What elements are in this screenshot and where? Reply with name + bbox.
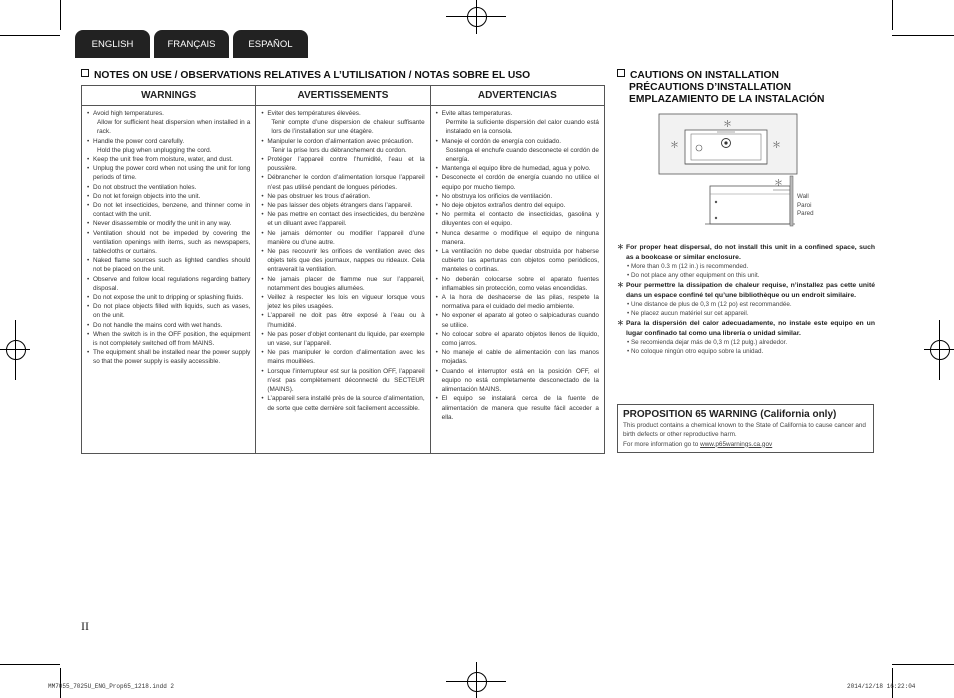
crop-mark: [892, 664, 954, 665]
warning-item: • Nunca desarme o modifique el equipo de ninguna manera.: [436, 229, 599, 247]
warning-item: • L’appareil sera installé près de la source d’alimentation, de sorte que cette dernière soit facilement accessible.: [261, 394, 424, 412]
checkbox-icon: [617, 69, 625, 77]
warning-item: • No obstruya los orificios de ventilación.: [436, 192, 599, 201]
warning-item: • Handle the power cord carefully.: [87, 137, 250, 146]
installation-notes: [617, 243, 875, 357]
registration-mark: [467, 7, 487, 27]
warning-item: • Eviter des températures élevées.: [261, 109, 424, 118]
warning-item: • No deberán colocarse sobre el aparato fuentes inflamables sin protección, como velas encendidas.: [436, 275, 599, 293]
warning-item: • Ne pas obstruer les trous d’aération.: [261, 192, 424, 201]
warning-item: • No maneje el cable de alimentación con las manos mojadas.: [436, 348, 599, 366]
note-bullet-text: Do not place any other equipment on this unit.: [630, 272, 760, 279]
bullet-icon: •: [627, 348, 631, 355]
prop65-title: PROPOSITION 65 WARNING (California only): [623, 409, 837, 420]
clearance-star: ＊: [723, 119, 733, 129]
header-warnings: WARNINGS: [141, 90, 197, 101]
warning-item: • Veillez à respecter les lois en vigueur lorsque vous jetez les piles usagées.: [261, 293, 424, 311]
wall-label-fr: Paroi: [797, 201, 812, 209]
warning-item: • Ne pas manipuler le cordon d’alimentation avec les mains mouillées.: [261, 348, 424, 366]
warning-item: • Do not let foreign objects into the unit.: [87, 192, 250, 201]
prop65-body: This product contains a chemical known to the State of California to cause cancer and birth defects or other reproductive harm.: [623, 422, 866, 439]
warning-item: • Ne jamais démonter ou modifier l’appareil d’une manière ou d’une autre.: [261, 229, 424, 247]
installation-note: [617, 319, 875, 356]
warning-item: • Ne pas poser d’objet contenant du liquide, par exemple un vase, sur l’appareil.: [261, 330, 424, 348]
date-slug: 2014/12/18 16:22:04: [847, 683, 916, 690]
warning-item: Tenir la prise lors du débranchement du cordon.: [271, 146, 407, 154]
warning-item: Allow for sufficient heat dispersion when installed in a rack.: [97, 119, 251, 136]
note-text: For proper heat dispersal, do not install this unit in a confined space, such as a bookcase or similar enclosure.: [626, 244, 875, 261]
bullet-icon: •: [627, 263, 631, 270]
warning-item: • Débrancher le cordon d’alimentation lorsque l’appareil n’est pas utilisé pendant de longues périodes.: [261, 173, 424, 191]
registration-mark: [467, 672, 487, 692]
warning-item: • The equipment shall be installed near the power supply so that the power supply is easily accessible.: [87, 348, 250, 366]
column-english: [82, 106, 255, 454]
note-bullet: [617, 347, 875, 356]
crop-mark: [0, 664, 60, 665]
warning-item: • Cuando el interruptor está en la posición OFF, el equipo no está completamente desconectado de la alimentación MAINS.: [436, 367, 599, 395]
bullet-icon: •: [627, 272, 631, 279]
file-slug: MM7055_7025U_ENG_Prop65_1218.indd 2: [48, 683, 175, 690]
warning-item: • Never disassemble or modify the unit in any way.: [87, 219, 250, 228]
warning-item: Sostenga el enchufe cuando desconecte el cordón de energía.: [445, 146, 599, 164]
warning-item: • Evite altas temperaturas.: [436, 109, 599, 118]
cautions-title-en: CAUTIONS ON INSTALLATION: [630, 70, 779, 81]
warning-item: • Do not let insecticides, benzene, and thinner come in contact with the unit.: [87, 201, 250, 219]
installation-note: [617, 281, 875, 318]
warning-item: • When the switch is in the OFF position, the equipment is not completely switched off from MAINS.: [87, 330, 250, 348]
clearance-star: ＊: [670, 140, 680, 150]
note-star: ＊: [617, 282, 624, 289]
warnings-list-english: [87, 109, 250, 367]
cautions-title-es: EMPLAZAMIENTO DE LA INSTALACIÓN: [629, 94, 825, 105]
bullet-icon: •: [627, 339, 631, 346]
crop-mark: [0, 35, 60, 36]
column-spanish: [430, 106, 604, 454]
crop-mark: [60, 0, 61, 30]
installation-note: [617, 243, 875, 280]
note-bullet: [617, 271, 875, 280]
tab-english[interactable]: ENGLISH: [75, 30, 150, 58]
warning-item: • Naked flame sources such as lighted candles should not be placed on the unit.: [87, 256, 250, 274]
registration-mark: [930, 340, 950, 360]
prop65-link-prefix: For more information go to: [623, 440, 701, 448]
header-avertissements: AVERTISSEMENTS: [255, 86, 429, 105]
warning-item: • Keep the unit free from moisture, water, and dust.: [87, 155, 250, 164]
bullet-icon: •: [627, 310, 631, 317]
clearance-star: ＊: [774, 178, 784, 188]
notes-on-use-title: NOTES ON USE / OBSERVATIONS RELATIVES A L’UTILISATION / NOTAS SOBRE EL USO: [94, 70, 531, 81]
tab-espanol[interactable]: ESPAÑOL: [233, 30, 308, 58]
warning-item: • Ne pas laisser des objets étrangers dans l’appareil.: [261, 201, 424, 210]
wall-labels: [797, 193, 814, 219]
clearance-star: ＊: [772, 140, 782, 150]
page-number: II: [81, 619, 89, 633]
note-bullet: [617, 300, 875, 309]
warning-item: • El equipo se instalará cerca de la fuente de alimentación de manera que resulte fácil acceder a ella.: [436, 394, 599, 422]
tab-francais[interactable]: FRANÇAIS: [154, 30, 229, 58]
note-bullet-text: More than 0.3 m (12 in.) is recommended.: [630, 263, 749, 270]
checkbox-icon: [81, 69, 89, 77]
note-bullet-text: Une distance de plus de 0,3 m (12 po) est recommandée.: [630, 301, 792, 308]
note-bullet: [617, 262, 875, 271]
warning-item: • A la hora de deshacerse de las pilas, respete la normativa para el cuidado del medio ambiente.: [436, 293, 599, 311]
warnings-table: [81, 85, 605, 454]
warning-item: • No permita el contacto de insecticidas, gasolina y diluyentes con el equipo.: [436, 210, 599, 228]
crop-mark: [892, 35, 954, 36]
warning-item: • Lorsque l’interrupteur est sur la position OFF, l’appareil n’est pas complètement déconnecté du SECTEUR (MAINS).: [261, 367, 424, 395]
prop65-warning-box: [617, 404, 874, 453]
warning-item: • Ne pas recouvrir les orifices de ventilation avec des objets tels que des journaux, nappes ou rideaux. Cela entraverait la ventilation.: [261, 247, 424, 275]
warning-item: • Do not handle the mains cord with wet hands.: [87, 321, 250, 330]
crop-mark: [892, 0, 893, 30]
note-bullet: [617, 309, 875, 318]
warning-item: • Observe and follow local regulations regarding battery disposal.: [87, 275, 250, 293]
warning-item: • Avoid high temperatures.: [87, 109, 250, 118]
note-bullet: [617, 338, 875, 347]
note-bullet-text: Ne placez aucun matériel sur cet appareil.: [630, 310, 749, 317]
warning-item: • No colocar sobre el aparato objetos llenos de líquido, como jarros.: [436, 330, 599, 348]
warnings-list-spanish: [436, 109, 599, 422]
cautions-title-fr: PRÉCAUTIONS D’INSTALLATION: [629, 82, 792, 93]
warning-item: • Maneje el cordón de energía con cuidado.: [436, 137, 599, 146]
warning-item: • Desconecte el cordón de energía cuando no utilice el equipo por mucho tiempo.: [436, 173, 599, 191]
registration-mark: [6, 340, 26, 360]
note-bullet-text: No coloque ningún otro equipo sobre la unidad.: [630, 348, 764, 355]
note-bullet-text: Se recomienda dejar más de 0,3 m (12 pulg.) alrededor.: [630, 339, 788, 346]
warning-item: • La ventilación no debe quedar obstruida por haberse cubierto las aperturas con objetos como periódicos, manteles o cortinas.: [436, 247, 599, 275]
wall-label-es: Pared: [797, 210, 814, 217]
warning-item: • No exponer el aparato al goteo o salpicaduras cuando se utilice.: [436, 311, 599, 329]
warning-item: Hold the plug when unplugging the cord.: [97, 146, 212, 154]
warning-item: • Mantenga el equipo libre de humedad, agua y polvo.: [436, 164, 599, 173]
header-advertencias: ADVERTENCIAS: [430, 86, 604, 105]
notes-on-use-heading: [81, 69, 611, 82]
warnings-list-french: [261, 109, 424, 413]
warning-item: • Manipuler le cordon d’alimentation avec précaution.: [261, 137, 424, 146]
cautions-heading: [617, 69, 877, 106]
note-star: ＊: [617, 320, 624, 327]
column-french: [255, 106, 429, 454]
warning-item: • L’appareil ne doit pas être exposé à l’eau ou à l’humidité.: [261, 311, 424, 329]
warning-item: • Ventilation should not be impeded by covering the ventilation openings with items, such as newspapers, tablecloths or curtains.: [87, 229, 250, 257]
wall-label-en: Wall: [797, 193, 809, 200]
warning-item: • Protéger l’appareil contre l’humidité, l’eau et la poussière.: [261, 155, 424, 173]
note-text: Pour permettre la dissipation de chaleur requise, n’installez pas cette unité dans un espace confiné tel qu’une bibliothèque ou un endroit similaire.: [626, 282, 875, 299]
warning-item: • Do not obstruct the ventilation holes.: [87, 183, 250, 192]
warning-item: Tenir compte d’une dispersion de chaleur suffisante lors de l’installation sur une étagère.: [271, 119, 425, 136]
warning-item: • Do not place objects filled with liquids, such as vases, on the unit.: [87, 302, 250, 320]
warnings-table-header: [82, 86, 604, 106]
warning-item: • Do not expose the unit to dripping or splashing fluids.: [87, 293, 250, 302]
warning-item: • No deje objetos extraños dentro del equipo.: [436, 201, 599, 210]
note-star: ＊: [617, 244, 624, 251]
warning-item: • Unplug the power cord when not using the unit for long periods of time.: [87, 164, 250, 182]
warning-item: • Ne jamais placer de flamme nue sur l’appareil, notamment des bougies allumées.: [261, 275, 424, 293]
note-text: Para la dispersión del calor adecuadamente, no instale este equipo en un lugar confinado tal como una librería o unidad similar.: [626, 320, 875, 337]
warning-item: Permite la suficiente dispersión del calor cuando está instalado en la consola.: [445, 119, 599, 136]
prop65-link[interactable]: www.p65warnings.ca.gov: [700, 440, 773, 448]
bullet-icon: •: [627, 301, 631, 308]
warning-item: • Ne pas mettre en contact des insecticides, du benzène et un diluant avec l’appareil.: [261, 210, 424, 228]
prop65-more-info: [623, 440, 868, 449]
language-tabs: [75, 30, 308, 58]
